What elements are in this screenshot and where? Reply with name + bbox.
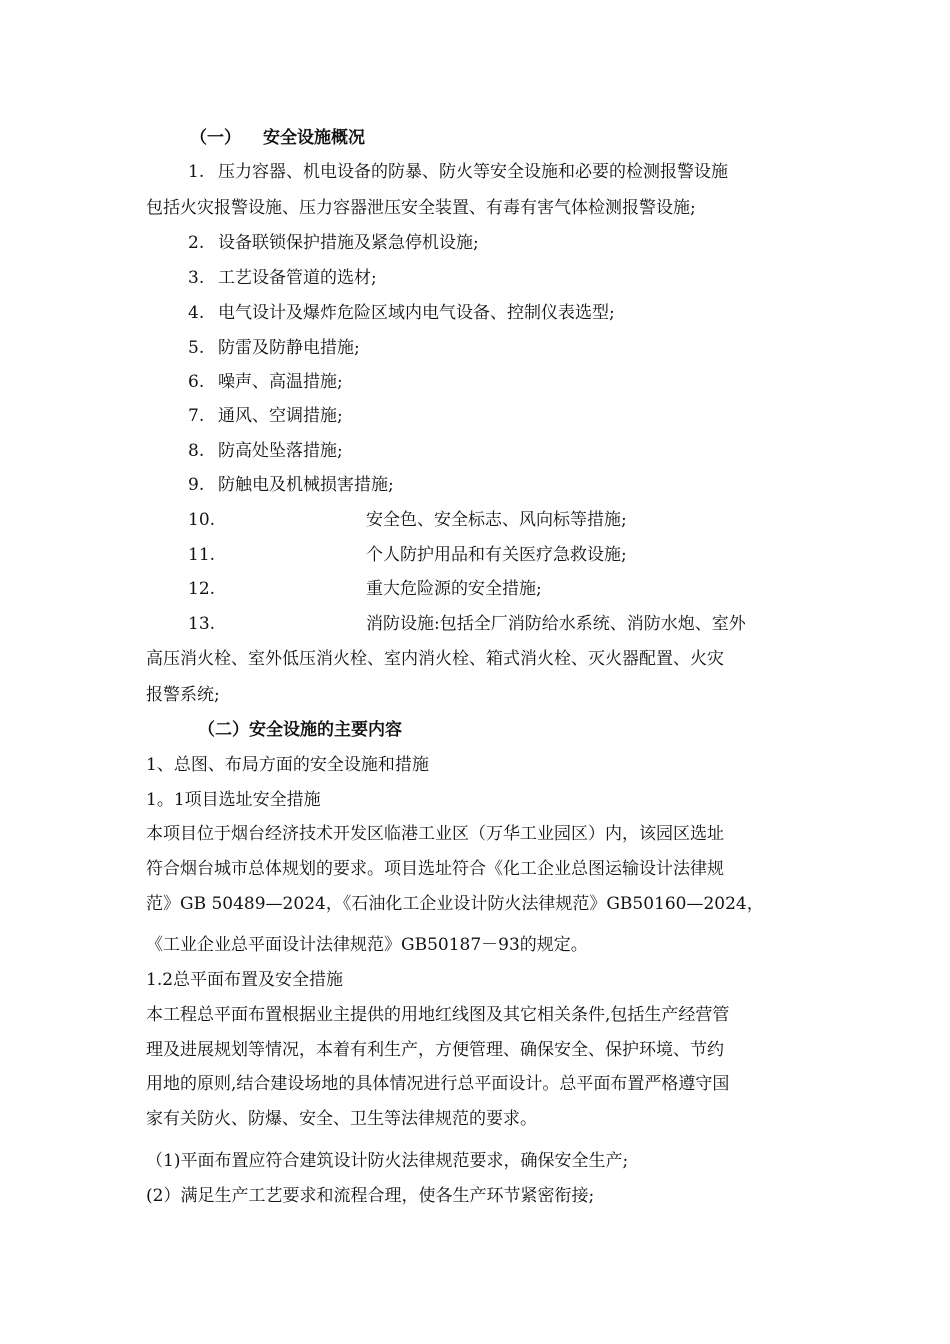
item-text: 重大危险源的安全措施; <box>366 579 542 599</box>
item-number: 2. <box>188 233 205 253</box>
list-item <box>188 612 858 636</box>
list-item <box>188 404 858 428</box>
section-heading-1 <box>190 126 860 150</box>
paragraph-line: 《工业企业总平面设计法律规范》GB50187－93的规定。 <box>146 935 588 955</box>
item-text: 设备联锁保护措施及紧急停机设施; <box>218 233 479 253</box>
subheading: 1。1项目选址安全措施 <box>146 790 321 810</box>
subheading: 1、总图、布局方面的安全设施和措施 <box>146 755 429 775</box>
list-item <box>188 336 858 360</box>
item-text: 压力容器、机电设备的防暴、防火等安全设施和必要的检测报警设施 <box>218 162 728 182</box>
item-text: 电气设计及爆炸危险区域内电气设备、控制仪表选型; <box>218 303 615 323</box>
paragraph-line: 本工程总平面布置根据业主提供的用地红线图及其它相关条件,包括生产经营管 <box>146 1005 730 1025</box>
requirement-item: （1)平面布置应符合建筑设计防火法律规范要求，确保安全生产; <box>146 1151 629 1171</box>
item-text: 消防设施:包括全厂消防给水系统、消防水炮、室外 <box>366 614 746 634</box>
list-item <box>188 577 858 601</box>
item-text: 防高处坠落措施; <box>218 441 343 461</box>
item-text: 防雷及防静电措施; <box>218 338 360 358</box>
item-text: 安全色、安全标志、风向标等措施; <box>366 510 627 530</box>
list-item <box>188 543 858 567</box>
list-item <box>188 231 858 255</box>
list-item <box>188 301 858 325</box>
paragraph-line: 家有关防火、防爆、安全、卫生等法律规范的要求。 <box>146 1109 537 1129</box>
item-number: 12. <box>188 579 216 599</box>
item-number: 4. <box>188 303 205 323</box>
list-item-continuation: 包括火灾报警设施、压力容器泄压安全装置、有毒有害气体检测报警设施; <box>146 198 696 218</box>
list-item <box>188 370 858 394</box>
list-item-continuation: 高压消火栓、室外低压消火栓、室内消火栓、箱式消火栓、灭火器配置、火灾 <box>146 649 724 669</box>
item-text: 噪声、高温措施; <box>218 372 343 392</box>
item-text: 个人防护用品和有关医疗急救设施; <box>366 545 627 565</box>
item-number: 7. <box>188 406 205 426</box>
section-title: 安全设施概况 <box>263 128 365 148</box>
item-number: 3. <box>188 268 205 288</box>
paragraph-line: 符合烟台城市总体规划的要求。项目选址符合《化工企业总图运输设计法律规 <box>146 859 724 879</box>
paragraph-line: 范》GB 50489—2024，《石油化工企业设计防火法律规范》GB50160—2024， <box>146 894 764 914</box>
paragraph-line: 理及进展规划等情况，本着有利生产，方便管理、确保安全、保护环境、节约 <box>146 1040 724 1060</box>
list-item-continuation: 报警系统; <box>146 685 220 705</box>
item-text: 通风、空调措施; <box>218 406 343 426</box>
section-number: （一） <box>190 128 241 148</box>
list-item <box>188 439 858 463</box>
list-item <box>188 266 858 290</box>
item-text: 工艺设备管道的选材; <box>218 268 377 288</box>
item-number: 8. <box>188 441 205 461</box>
paragraph-line: 本项目位于烟台经济技术开发区临港工业区（万华工业园区）内，该园区选址 <box>146 824 724 844</box>
paragraph-line: 用地的原则,结合建设场地的具体情况进行总平面设计。总平面布置严格遵守国 <box>146 1074 730 1094</box>
requirement-item: (2）满足生产工艺要求和流程合理，使各生产环节紧密衔接; <box>146 1186 595 1206</box>
item-number: 5. <box>188 338 205 358</box>
list-item <box>188 160 858 184</box>
item-number: 9. <box>188 475 205 495</box>
item-number: 6. <box>188 372 205 392</box>
section-heading-2: （二）安全设施的主要内容 <box>198 720 402 740</box>
list-item <box>188 473 858 497</box>
item-text: 防触电及机械损害措施; <box>218 475 394 495</box>
subheading: 1.2总平面布置及安全措施 <box>146 970 344 990</box>
item-number: 10. <box>188 510 216 530</box>
list-item <box>188 508 858 532</box>
item-number: 11. <box>188 545 216 565</box>
item-number: 13. <box>188 614 216 634</box>
item-number: 1. <box>188 162 205 182</box>
